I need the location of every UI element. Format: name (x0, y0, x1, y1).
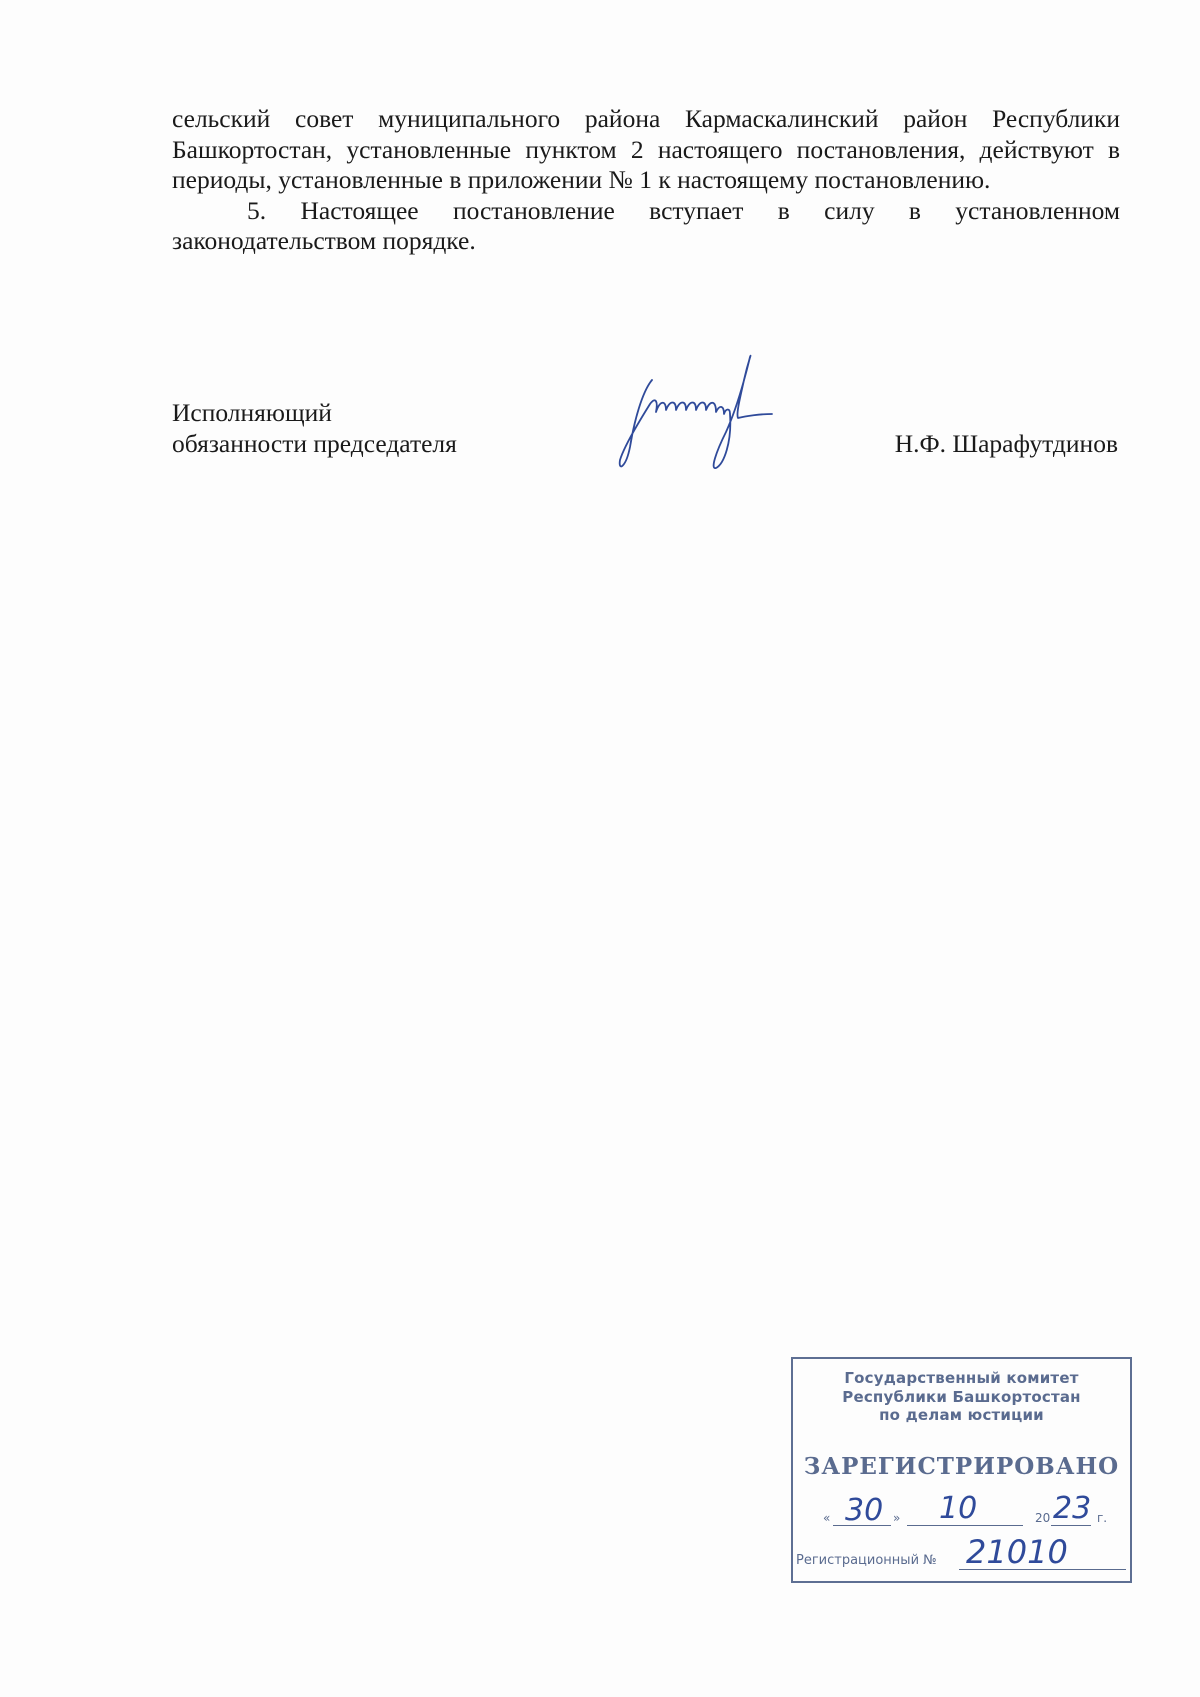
stamp-org-line1: Государственный комитет (844, 1369, 1079, 1387)
handwritten-signature (612, 352, 782, 477)
stamp-organization (793, 1369, 1130, 1425)
stamp-org-line3: по делам юстиции (879, 1406, 1044, 1424)
stamp-year-handwritten: 23 (1053, 1491, 1092, 1526)
stamp-reg-label: Регистрационный № (796, 1553, 937, 1568)
stamp-quote-open: « (823, 1511, 831, 1525)
stamp-day-handwritten: 30 (845, 1493, 884, 1528)
registration-stamp (791, 1357, 1132, 1583)
signatory-position-line1: Исполняющий (172, 398, 332, 427)
stamp-date-row (823, 1493, 1123, 1527)
stamp-registration-number-row (796, 1533, 1126, 1573)
paragraph-continuation: сельский совет муниципального района Кармаскалинский район Республики Башкортостан, установленные пунктом 2 настоящего постановления, действуют в периоды, установленные в приложении № 1 к настоящему постановлению. (172, 104, 1120, 194)
stamp-year-prefix: 20 (1035, 1511, 1051, 1525)
stamp-month-handwritten: 10 (939, 1491, 978, 1526)
signatory-position-line2: обязанности председателя (172, 428, 457, 458)
stamp-org-line2: Республики Башкортостан (842, 1387, 1081, 1406)
stamp-reg-number-handwritten: 21010 (966, 1533, 1068, 1571)
stamp-year-suffix: г. (1097, 1511, 1108, 1525)
paragraph-item-5: 5. Настоящее постановление вступает в силу в установленном законодательством порядке. (172, 195, 1120, 255)
body-text (172, 104, 1120, 257)
stamp-status: ЗАРЕГИСТРИРОВАНО (803, 1453, 1120, 1480)
stamp-quote-close: » (893, 1511, 901, 1525)
signatory-position (172, 398, 457, 459)
signatory-name: Н.Ф. Шарафутдинов (894, 429, 1118, 458)
